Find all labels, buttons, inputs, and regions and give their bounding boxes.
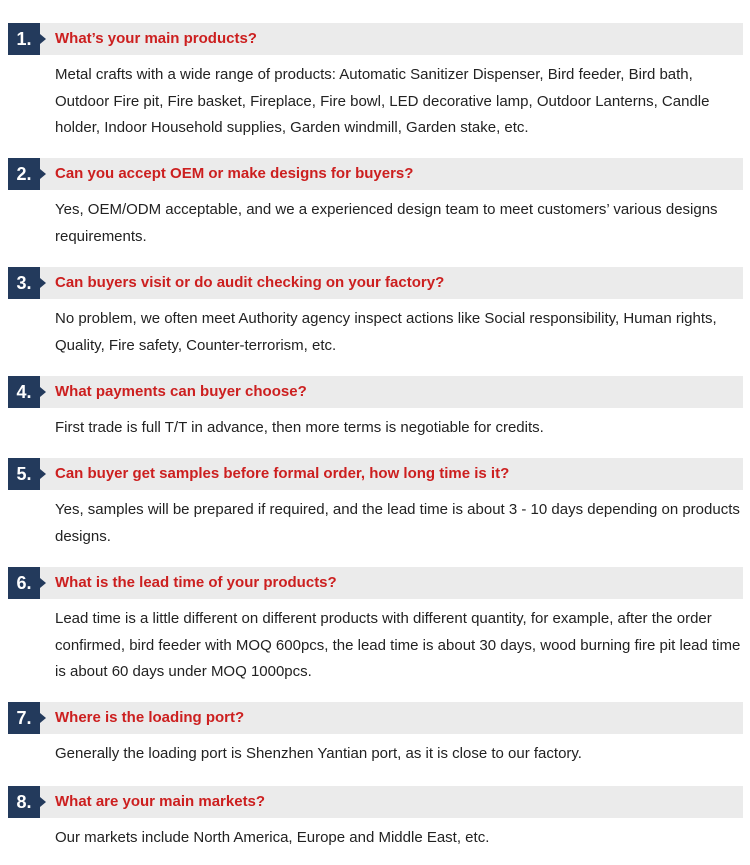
question-text: What is the lead time of your products? bbox=[55, 574, 337, 591]
answer-text: Yes, OEM/ODM acceptable, and we a experienced design team to meet customers’ various designs requirements. bbox=[55, 201, 718, 245]
faq-item bbox=[0, 786, 750, 852]
number-badge: 1. bbox=[8, 23, 40, 55]
arrow-icon bbox=[40, 797, 46, 807]
faq-item bbox=[0, 702, 750, 768]
question-bar bbox=[8, 267, 743, 299]
question-text: Can you accept OEM or make designs for buyers? bbox=[55, 165, 414, 182]
faq-item bbox=[0, 458, 750, 550]
number-badge: 5. bbox=[8, 458, 40, 490]
faq-item bbox=[0, 158, 750, 250]
answer-text: Our markets include North America, Europe and Middle East, etc. bbox=[55, 829, 490, 846]
answer-text: Lead time is a little different on different products with different quantity, for example, after the order confirmed, bird feeder with MOQ 600pcs, the lead time is about 30 days, wood burning fire pit lead time is about 60 days under MOQ 1000pcs. bbox=[55, 610, 741, 680]
arrow-icon bbox=[40, 387, 46, 397]
question-bar bbox=[8, 567, 743, 599]
arrow-icon bbox=[40, 34, 46, 44]
question-bar bbox=[8, 786, 743, 818]
answer-text: No problem, we often meet Authority agency inspect actions like Social responsibility, Human rights, Quality, Fire safety, Counter-terrorism, etc. bbox=[55, 310, 717, 354]
question-text: What payments can buyer choose? bbox=[55, 383, 307, 400]
question-bar bbox=[8, 158, 743, 190]
arrow-icon bbox=[40, 578, 46, 588]
question-text: Can buyer get samples before formal order, how long time is it? bbox=[55, 465, 510, 482]
question-text: What are your main markets? bbox=[55, 793, 266, 810]
number-badge: 6. bbox=[8, 567, 40, 599]
arrow-icon bbox=[40, 713, 46, 723]
faq-item bbox=[0, 267, 750, 359]
question-bar bbox=[8, 702, 743, 734]
question-bar bbox=[8, 376, 743, 408]
question-text: Where is the loading port? bbox=[55, 709, 245, 726]
number-badge: 3. bbox=[8, 267, 40, 299]
arrow-icon bbox=[40, 169, 46, 179]
faq-item bbox=[0, 23, 750, 142]
answer-text: Metal crafts with a wide range of products: Automatic Sanitizer Dispenser, Bird feeder, Bird bath, Outdoor Fire pit, Fire basket, Fireplace, Fire bowl, LED decorative lamp, Outdoor Lanterns, Candle holder, Indoor Household supplies, Garden windmill, Garden stake, etc. bbox=[55, 66, 710, 136]
question-bar bbox=[8, 23, 743, 55]
answer-text: First trade is full T/T in advance, then more terms is negotiable for credits. bbox=[55, 419, 544, 436]
answer-text: Generally the loading port is Shenzhen Yantian port, as it is close to our factory. bbox=[55, 745, 582, 762]
arrow-icon bbox=[40, 469, 46, 479]
number-badge: 8. bbox=[8, 786, 40, 818]
question-text: What’s your main products? bbox=[55, 30, 257, 47]
faq-item bbox=[0, 567, 750, 686]
arrow-icon bbox=[40, 278, 46, 288]
answer-text: Yes, samples will be prepared if required, and the lead time is about 3 - 10 days depending on products designs. bbox=[55, 501, 740, 545]
number-badge: 4. bbox=[8, 376, 40, 408]
number-badge: 2. bbox=[8, 158, 40, 190]
question-bar bbox=[8, 458, 743, 490]
faq-item bbox=[0, 376, 750, 442]
number-badge: 7. bbox=[8, 702, 40, 734]
question-text: Can buyers visit or do audit checking on your factory? bbox=[55, 274, 445, 291]
